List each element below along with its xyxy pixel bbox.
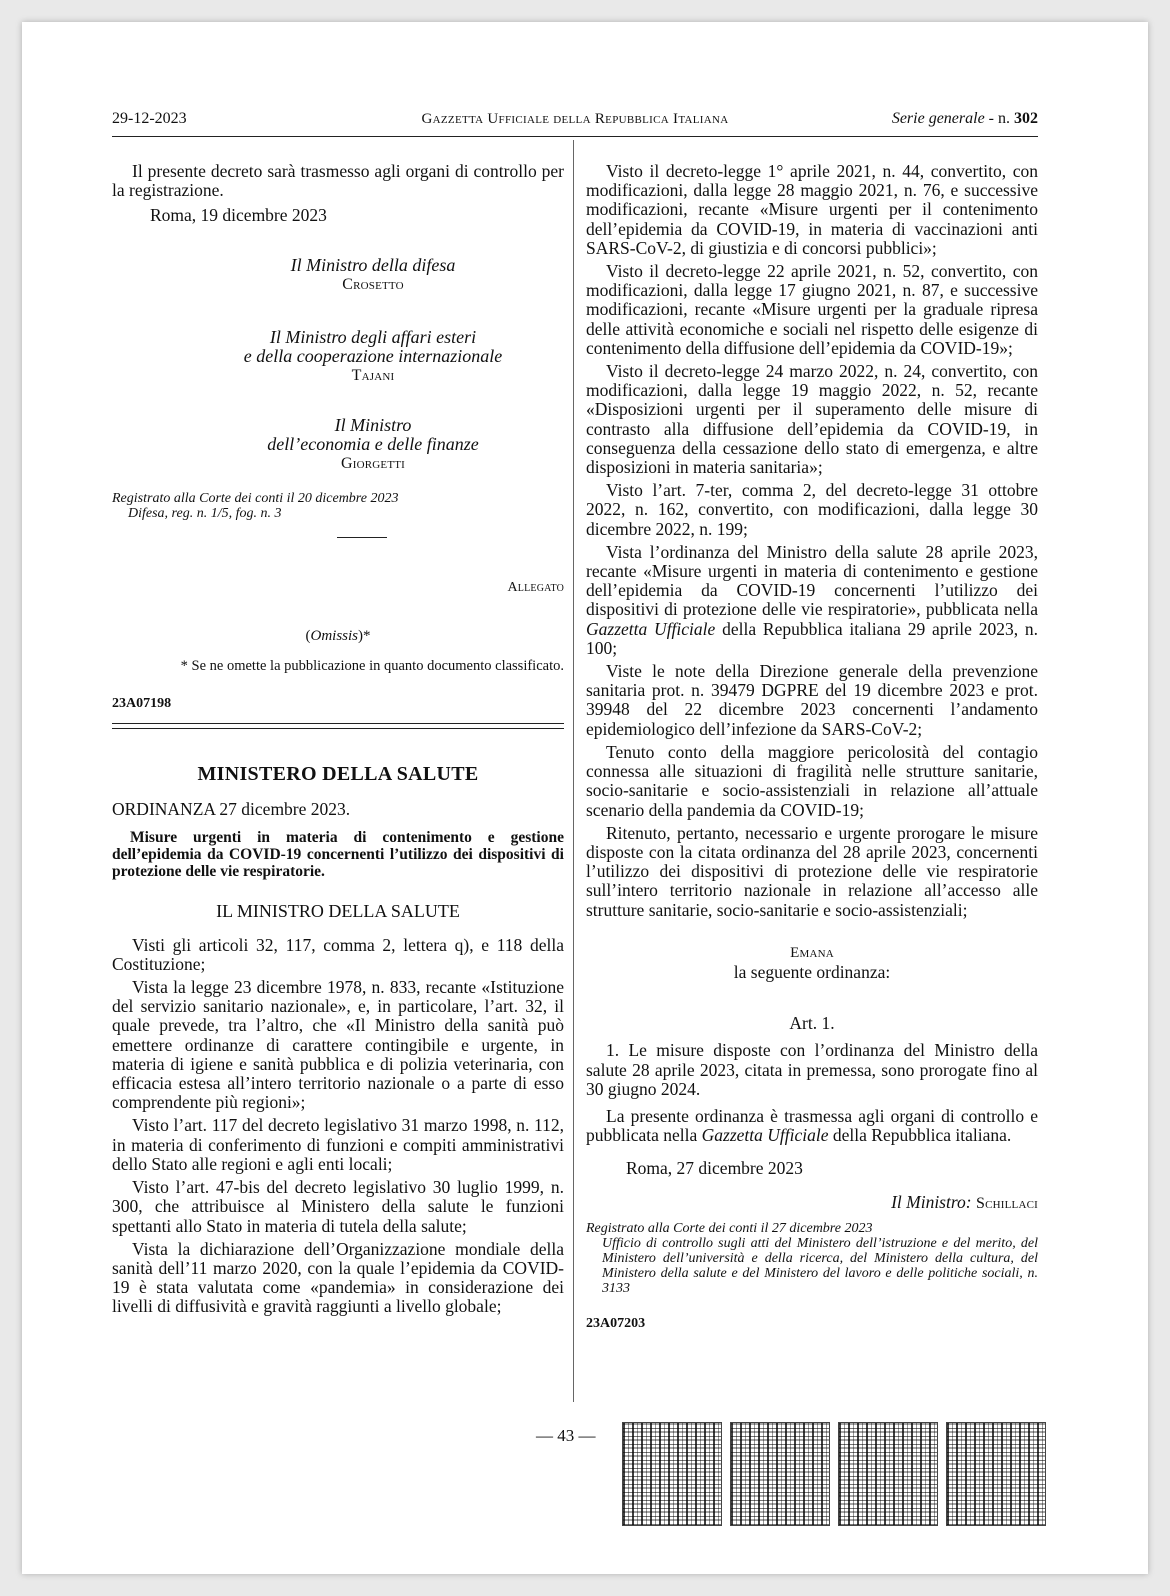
text-part: della Repubblica italiana.	[828, 1125, 1012, 1146]
text-part: Vista l’ordinanza del Ministro della salute 28 aprile 2023, recante «Misure urgenti in materia di contenimento e gestione dell’epidemia da COVID-19 concernenti l’utilizzo dei dispositivi di protezione delle vie respiratorie», pubblicata nella	[586, 541, 1038, 620]
ministry-heading: MINISTERO DELLA SALUTE	[197, 763, 479, 786]
recital-deeming: Ritenuto, pertanto, necessario e urgente prorogare le misure disposte con la citata ordinanza del 28 aprile 2023, concernenti l’utilizzo dei dispositivi di protezione delle vie respiratorie sull’intero territorio nazionale in relazione all’accesso alle strutture sanitarie, socio-sanitarie e socio-assistenziali;	[586, 822, 1038, 920]
short-separator	[337, 537, 387, 538]
classified-footnote: * Se ne omette la pubblicazione in quanto documento classificato.	[180, 657, 564, 674]
header-rule	[112, 136, 1038, 137]
right-column	[586, 162, 1038, 1333]
recital-dl-24: Visto il decreto-legge 24 marzo 2022, n. 24, convertito, con modificazioni, dalla legge 19 maggio 2022, n. 52, recante «Disposizioni urgenti per il superamento delle misure di contrasto alla diffusione dell’epidemia da COVID-19, in conseguenza della cessazione dello stato di emergenza, e altre disposizioni in materia sanitaria»;	[586, 361, 1038, 478]
ordinance-place-date: Roma, 27 dicembre 2023	[626, 1158, 803, 1179]
signature-role: Il Ministro della difesa	[290, 254, 456, 275]
omissis-star: *	[363, 628, 371, 645]
page-number: — 43 —	[536, 1426, 596, 1445]
recital-who-declaration: Vista la dichiarazione dell’Organizzazione mondiale della sanità dell’11 marzo 2020, con la quale l’epidemia da COVID-19 è stata valutata come «pandemia» in considerazione dei livelli di diffusività e gravità raggiunti a livello globale;	[112, 1238, 564, 1317]
recital-ordinance-april	[586, 543, 1038, 658]
recital-dl-52: Visto il decreto-legge 22 aprile 2021, n. 52, convertito, con modificazioni, dalla legge 17 giugno 2021, n. 87, e successive modificazioni, recante «Misure urgenti per la graduale ripresa delle attività economiche e sociali nel rispetto delle esigenze di contenimento della diffusione dell’epidemia da COVID-19»;	[586, 261, 1038, 358]
signature-role: e della cooperazione internazionale	[243, 346, 503, 367]
signature-name: Crosetto	[342, 275, 404, 293]
recital-dl-44: Visto il decreto-legge 1° aprile 2021, n. 44, convertito, con modificazioni, dalla legge 28 maggio 2021, n. 76, e successive modificazioni, recante «Misure urgenti per il contenimento dell’epidemia da COVID-19, in materia di vaccinazioni anti SARS-CoV-2, di giustizia e di concorsi pubblici»;	[586, 161, 1038, 258]
security-pattern-block	[622, 1422, 722, 1526]
ordinance-subject: Misure urgenti in materia di contenimento e gestione dell’epidemia da COVID-19 concernenti l’utilizzo dei dispositivi di protezione delle vie respiratorie.	[112, 829, 564, 881]
registration-line: Registrato alla Corte dei conti il 20 dicembre 2023	[112, 491, 399, 507]
omissis-word: Omissis	[310, 628, 358, 645]
following-ordinance: la seguente ordinanza:	[733, 961, 891, 982]
recital-art-7-ter: Visto l’art. 7-ter, comma 2, del decreto-legge 31 ottobre 2022, n. 162, convertito, con modificazioni, dalla legge 30 dicembre 2022, n. 199;	[586, 480, 1038, 539]
signature-name: Giorgetti	[340, 455, 406, 473]
gazette-name: Gazzetta Ufficiale	[701, 1125, 829, 1146]
recital-prevention-notes: Viste le note della Direzione generale della prevenzione sanitaria prot. n. 39479 DGPRE del 19 dicembre 2023 e prot. 39948 del 22 dicembre 2023 concernenti l’andamento epidemiologico dell’infezione da SARS-CoV-2;	[586, 661, 1038, 739]
decree-transmission-text: Il presente decreto sarà trasmesso agli organi di controllo per la registrazione.	[112, 161, 564, 201]
registration-body: Ufficio di controllo sugli atti del Ministero dell’istruzione e del merito, del Ministero dell’università e della ricerca, del Ministero della cultura, del Ministero della salute e del Ministero del lavoro e delle politiche sociali, n. 3133	[602, 1235, 1038, 1296]
signature-foreign-affairs	[182, 328, 564, 386]
registration-note	[586, 1221, 1038, 1296]
omissis-note: (Omissis)*	[305, 628, 371, 645]
serie-number: 302	[1014, 110, 1038, 127]
act-reference-code: 23A07203	[586, 1315, 646, 1331]
registration-note	[112, 491, 564, 521]
section-double-rule	[112, 723, 564, 729]
column-divider	[573, 140, 574, 1402]
article-1-paragraph-2	[586, 1107, 1038, 1145]
article-1-paragraph-1: 1. Le misure disposte con l’ordinanza del Ministro della salute 28 aprile 2023, citata in premessa, sono prorogate fino al 30 giugno 2024.	[586, 1040, 1038, 1099]
act-reference-code: 23A07198	[112, 695, 172, 711]
left-column	[112, 162, 564, 1317]
serie-name: Serie generale	[891, 110, 985, 127]
signature-role: Il Ministro degli affari esteri	[269, 327, 477, 348]
serie-sep: - n.	[984, 110, 1014, 127]
security-pattern-block	[730, 1422, 830, 1526]
gazette-name: Gazzetta Ufficiale	[586, 618, 716, 639]
recital-constitution: Visti gli articoli 32, 117, comma 2, lettera q), e 118 della Costituzione;	[112, 934, 564, 974]
page-header	[112, 110, 1038, 134]
security-pattern-block	[946, 1422, 1046, 1526]
signature-economy	[182, 416, 564, 474]
allegato-label: Allegato	[507, 580, 564, 596]
security-pattern-block	[838, 1422, 938, 1526]
registration-line: Registrato alla Corte dei conti il 27 dicembre 2023	[586, 1220, 873, 1236]
article-title: Art. 1.	[789, 1013, 835, 1034]
signature-name: Schillaci	[975, 1194, 1038, 1212]
gazette-title: Gazzetta Ufficiale della Repubblica Italiana	[421, 111, 729, 127]
emana-label: Emana	[790, 944, 834, 961]
text-part: della Repubblica italiana 29 aprile 2023, n. 100;	[586, 618, 1039, 658]
decree-place-date: Roma, 19 dicembre 2023	[150, 205, 327, 226]
recital-law-833: Vista la legge 23 dicembre 1978, n. 833, recante «Istituzione del servizio sanitario nazionale», e, in particolare, l’art. 32, il quale prevede, tra l’altro, che «Il Ministro della sanità può emettere ordinanze di carattere contingibile e urgente, in materia di igiene e sanità pubblica e di polizia veterinaria, con efficacia estesa all’intero territorio nazionale o a parte di esso comprendente più regioni»;	[112, 977, 564, 1113]
signature-defence	[182, 256, 564, 294]
registration-line: Difesa, reg. n. 1/5, fog. n. 3	[128, 506, 282, 522]
text-part: La presente ordinanza è trasmessa agli organi di controllo e pubblicata nella	[586, 1105, 1038, 1146]
signature-role: Il Ministro:	[891, 1191, 976, 1212]
signature-role: dell’economia e delle finanze	[267, 433, 479, 454]
minister-heading: IL MINISTRO DELLA SALUTE	[216, 901, 460, 922]
ordinance-date: ORDINANZA 27 dicembre 2023.	[112, 799, 351, 820]
serie-label	[892, 110, 1038, 128]
signature-role: Il Ministro	[334, 414, 412, 435]
signature-health	[586, 1193, 1038, 1213]
recital-dlgs-112: Visto l’art. 117 del decreto legislativo 31 marzo 1998, n. 112, in materia di conferimento di funzioni e compiti amministrativi dello Stato alle regioni e agli enti locali;	[112, 1115, 564, 1174]
recital-considering: Tenuto conto della maggiore pericolosità del contagio connessa alle situazioni di fragilità nelle strutture sanitarie, socio-sanitarie e socio-assistenziali in relazione all’attuale scenario della pandemia da COVID-19;	[586, 741, 1038, 820]
issue-date: 29-12-2023	[112, 110, 187, 127]
signature-name: Tajani	[351, 367, 395, 385]
recital-dlgs-300: Visto l’art. 47-bis del decreto legislativo 30 luglio 1999, n. 300, che attribuisce al Ministero della salute le funzioni spettanti allo Stato in materia di tutela della salute;	[112, 1177, 564, 1236]
